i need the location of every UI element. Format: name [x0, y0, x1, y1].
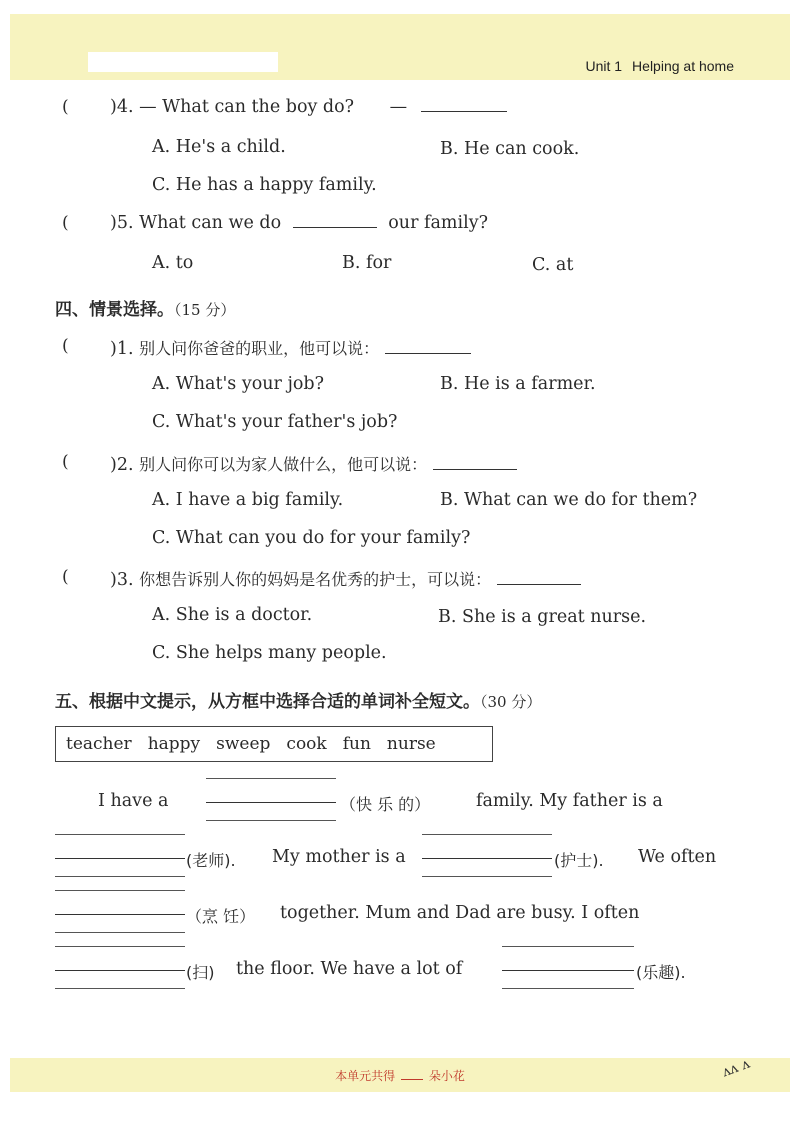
q4-dash: — — [389, 97, 408, 117]
q4-stem — [110, 97, 507, 117]
part4-title: 四、情景选择。 — [55, 300, 174, 320]
q4-answer-blank[interactable] — [421, 111, 507, 112]
q5-number: )5. — [110, 213, 134, 233]
word-bank-item: sweep — [216, 734, 271, 754]
unit-title: Helping at home — [632, 58, 734, 74]
passage-line-4-mid: the floor. We have a lot of — [236, 959, 463, 979]
q5-option-c: C. at — [532, 255, 574, 275]
word-bank-box — [55, 726, 493, 762]
p4-q2-number: )2. — [110, 455, 134, 475]
passage-hint-sweep: (扫) — [186, 963, 215, 982]
passage-hint-teacher: (老师). — [186, 851, 236, 870]
p4-q1-question: 别人问你爸爸的职业，他可以说： — [139, 339, 380, 358]
part4-points: （15 分） — [174, 301, 236, 319]
p4-q3-option-a: A. She is a doctor. — [152, 605, 313, 625]
part5-heading — [55, 687, 541, 712]
p4-q2-option-b: B. What can we do for them? — [440, 490, 698, 510]
p4-q1-option-b: B. He is a farmer. — [440, 374, 596, 394]
passage-hint-cook: （烹 饪） — [186, 907, 256, 926]
p4-q1-answer-blank[interactable] — [385, 353, 471, 354]
header-redacted-area — [88, 52, 278, 72]
word-bank-item: fun — [342, 734, 371, 754]
q5-option-b: B. for — [342, 253, 392, 273]
word-bank-item: happy — [147, 734, 201, 754]
p4-q3-option-c: C. She helps many people. — [152, 643, 387, 663]
passage-hint-happy: （快 乐 的） — [340, 795, 431, 814]
q4-option-b: B. He can cook. — [440, 139, 580, 159]
p4-q2-answer-blank[interactable] — [433, 469, 517, 470]
passage-line-3: together. Mum and Dad are busy. I often — [280, 903, 640, 923]
passage-line-2-mid: My mother is a — [272, 847, 406, 867]
word-bank-item: cook — [286, 734, 327, 754]
q5-paren: ( — [62, 213, 69, 233]
p4-q3-answer-blank[interactable] — [497, 584, 581, 585]
p4-q2-option-a: A. I have a big family. — [152, 490, 344, 510]
p4-q2-question: 别人问你可以为家人做什么，他可以说： — [139, 455, 428, 474]
p4-q3-option-b: B. She is a great nurse. — [438, 607, 647, 627]
unit-number: Unit 1 — [585, 58, 623, 74]
q4-option-a: A. He's a child. — [152, 137, 286, 157]
p4-q3-stem — [110, 567, 581, 590]
part4-heading — [55, 295, 235, 320]
q4-option-c: C. He has a happy family. — [152, 175, 377, 195]
footer-text-after: 朵小花 — [428, 1069, 465, 1083]
p4-q1-option-a: A. What's your job? — [152, 374, 325, 394]
p4-q1-option-c: C. What's your father's job? — [152, 412, 398, 432]
p4-q2-paren: ( — [62, 452, 69, 472]
q5-text-after: our family? — [388, 213, 488, 233]
pencil-scribble: ʌʌ ʌ — [719, 1055, 752, 1081]
part5-points: （30 分） — [480, 693, 542, 711]
q5-text-before: What can we do — [139, 213, 282, 233]
q5-stem — [110, 213, 488, 233]
p4-q1-paren: ( — [62, 336, 69, 356]
passage-line-2-end: We often — [638, 847, 717, 867]
p4-q1-stem — [110, 336, 471, 359]
word-bank-item: nurse — [386, 734, 436, 754]
part5-title: 五、根据中文提示，从方框中选择合适的单词补全短文。 — [55, 692, 480, 712]
p4-q3-question: 你想告诉别人你的妈妈是名优秀的护士，可以说： — [139, 570, 492, 589]
footer-score-blank[interactable] — [401, 1079, 423, 1080]
passage-hint-nurse: (护士). — [554, 851, 604, 870]
footer-text-before: 本单元共得 — [335, 1069, 396, 1083]
word-bank-item: teacher — [66, 734, 132, 754]
unit-label — [575, 58, 734, 74]
p4-q2-option-c: C. What can you do for your family? — [152, 528, 471, 548]
p4-q1-number: )1. — [110, 339, 134, 359]
passage-line-1-end: family. My father is a — [476, 791, 663, 811]
passage-hint-fun: (乐趣). — [636, 963, 686, 982]
footer-score — [0, 1067, 800, 1084]
q5-answer-blank[interactable] — [293, 227, 377, 228]
passage-line-1-start: I have a — [98, 791, 169, 811]
p4-q3-paren: ( — [62, 567, 69, 587]
p4-q3-number: )3. — [110, 570, 134, 590]
p4-q2-stem — [110, 452, 517, 475]
q4-question: — What can the boy do? — [139, 97, 355, 117]
q4-paren: ( — [62, 97, 69, 117]
q4-number: )4. — [110, 97, 134, 117]
q5-option-a: A. to — [152, 253, 194, 273]
